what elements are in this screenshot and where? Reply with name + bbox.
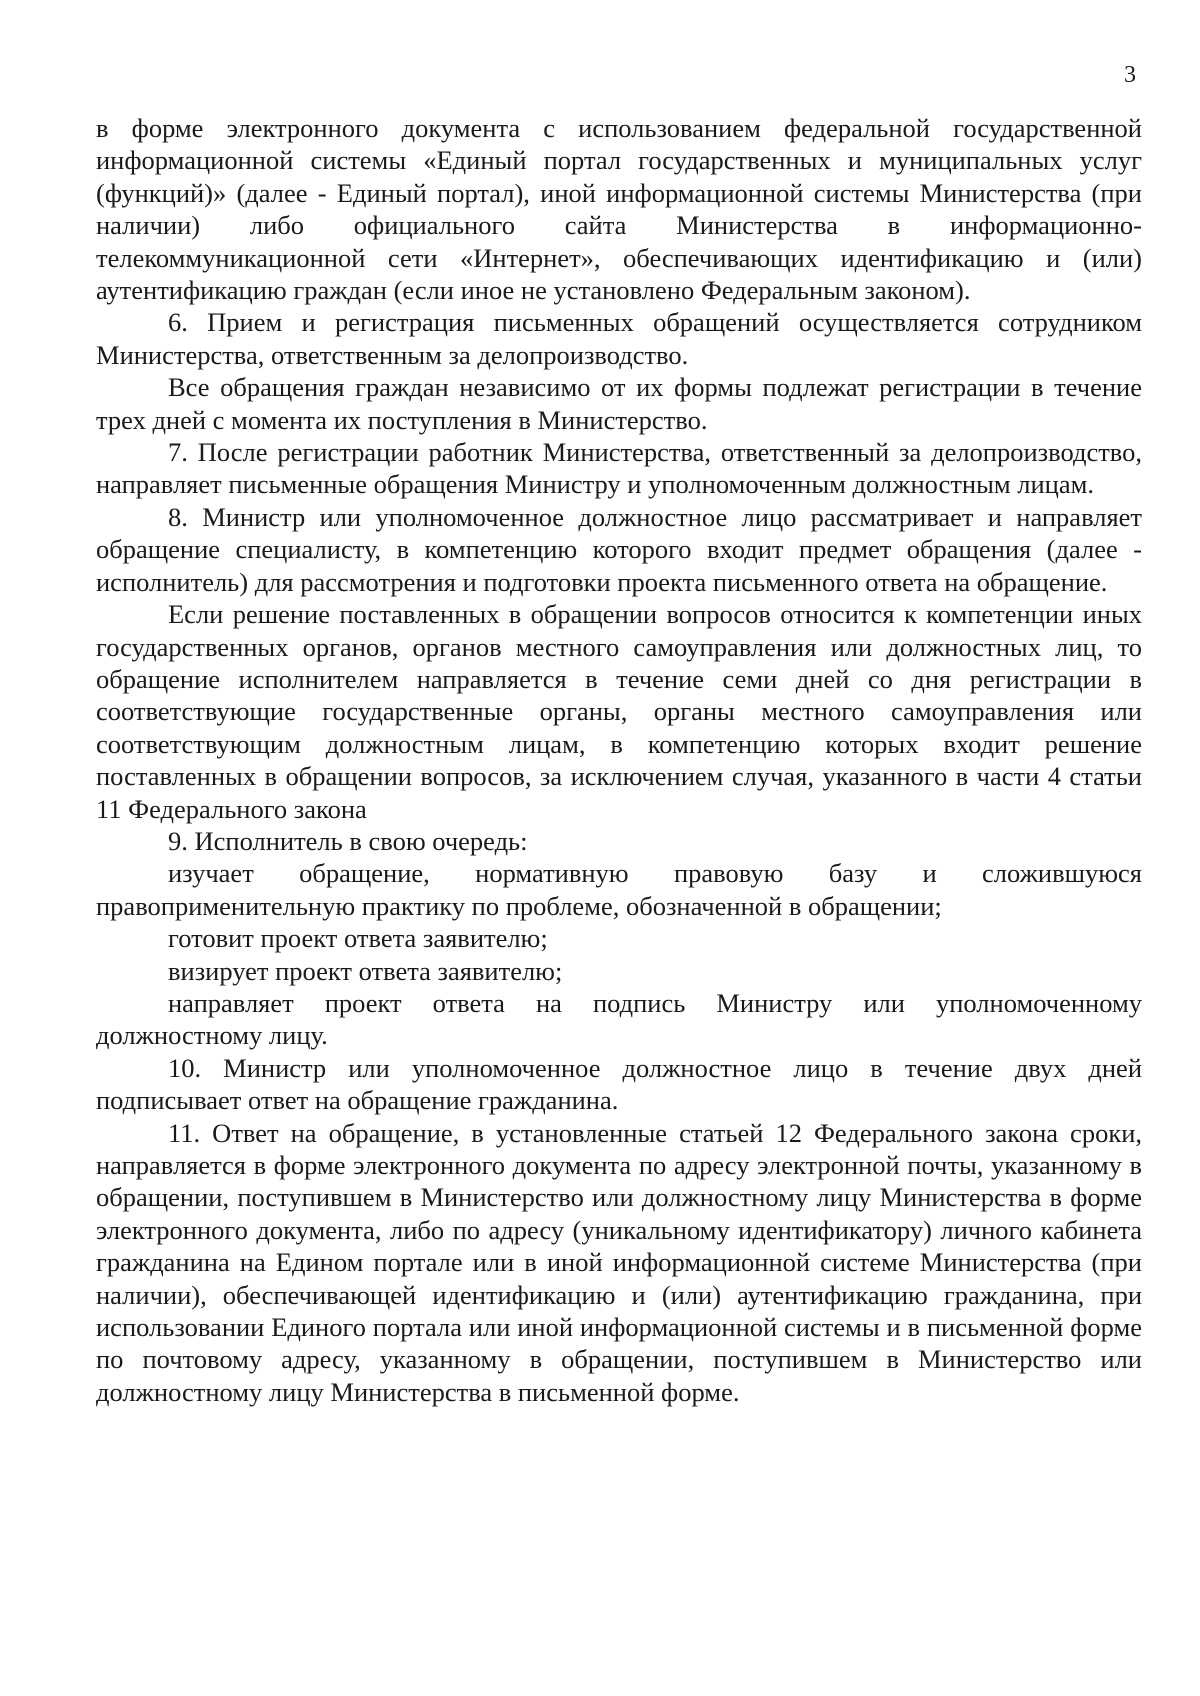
paragraph-11: 11. Ответ на обращение, в установленные статьей 12 Федерального закона сроки, направляется в форме электронного документа по адресу электронной почты, указанному в обращении, поступившем в Министерство или должностному лицу Министерства в форме электронного документа, либо по адресу (уникальному идентификатору) личного кабинета гражданина на Едином портале или в иной информационной системе Министерства (при наличии), обеспечивающей идентификацию и (или) аутентификацию гражданина, при использовании Единого портала или иной информационной системы и в письменной форме по почтовому адресу, указанному в обращении, поступившем в Министерство или должностному лицу Министерства в письменной форме. <box>96 1117 1142 1407</box>
page-number: 3 <box>1124 62 1136 88</box>
paragraph-10: 10. Министр или уполномоченное должностное лицо в течение двух дней подписывает ответ на обращение гражданина. <box>96 1052 1142 1116</box>
paragraph-9-prepares: готовит проект ответа заявителю; <box>168 923 548 954</box>
paragraph-9-sends: направляет проект ответа на подпись Министру или уполномоченному должностному лицу. <box>96 987 1142 1051</box>
paragraph-6: 6. Прием и регистрация письменных обращений осуществляется сотрудником Министерства, ответственным за делопроизводство. <box>96 307 1142 370</box>
paragraph-8-redirection: Если решение поставленных в обращении вопросов относится к компетенции иных государственных органов, органов местного самоуправления или должностных лиц, то обращение исполнителем направляется в течение семи дней со дня регистрации в соответствующие государственные органы, органы местного самоуправления или соответствующим должностным лицам, в компетенцию которых входит решение поставленных в обращении вопросов, за исключением случая, указанного в части 4 статьи 11 Федерального закона <box>96 599 1142 824</box>
paragraph-9-studies: изучает обращение, нормативную правовую базу и сложившуюся правоприменительную практику по проблеме, обозначенной в обращении; <box>96 858 1142 921</box>
paragraph-5-continued: в форме электронного документа с использованием федеральной государственной информационной системы «Единый портал государственных и муниципальных услуг (функций)» (далее - Единый портал), иной информационной системы Министерства (при наличии) либо официального сайта Министерства в информационно-телекоммуникационной сети «Интернет», обеспечивающих идентификацию и (или) аутентификацию граждан (если иное не установлено Федеральным законом). <box>96 113 1142 306</box>
document-body <box>96 112 1142 1408</box>
paragraph-6-registration-term: Все обращения граждан независимо от их формы подлежат регистрации в течение трех дней с момента их поступления в Министерство. <box>96 372 1142 435</box>
paragraph-9-endorses: визирует проект ответа заявителю; <box>168 955 563 986</box>
paragraph-9: 9. Исполнитель в свою очередь: <box>168 825 528 856</box>
paragraph-8: 8. Министр или уполномоченное должностное лицо рассматривает и направляет обращение специалисту, в компетенцию которого входит предмет обращения (далее - исполнитель) для рассмотрения и подготовки проекта письменного ответа на обращение. <box>96 501 1142 597</box>
paragraph-7: 7. После регистрации работник Министерства, ответственный за делопроизводство, направляет письменные обращения Министру и уполномоченным должностным лицам. <box>96 437 1142 500</box>
